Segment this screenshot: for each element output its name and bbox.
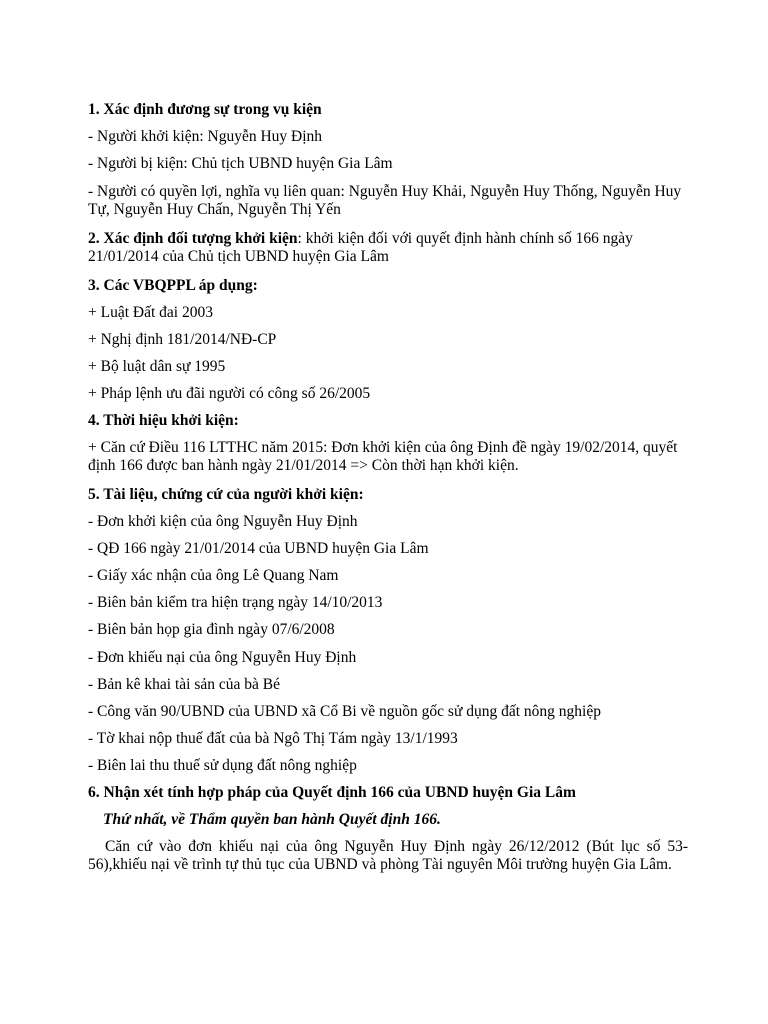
defendant-line: - Người bị kiện: Chủ tịch UBND huyện Gia Lâm: [88, 155, 393, 172]
related-parties-line: - Người có quyền lợi, nghĩa vụ liên quan: Nguyễn Huy Khải, Nguyễn Huy Thống, Nguyễn Huy Tự, Nguyễn Huy Chấn, Nguyễn Thị Yến: [88, 183, 682, 218]
evidence-item: - Đơn khiếu nại của ông Nguyễn Huy Định: [88, 649, 357, 666]
section-1-heading: 1. Xác định đương sự trong vụ kiện: [88, 101, 322, 118]
section-6-subheading: Thứ nhất, về Thẩm quyền ban hành Quyết định 166.: [103, 811, 441, 828]
evidence-item: - Tờ khai nộp thuế đất của bà Ngô Thị Tám ngày 13/1/1993: [88, 730, 458, 747]
law-item: + Nghị định 181/2014/NĐ-CP: [88, 331, 277, 348]
section-3-heading: 3. Các VBQPPL áp dụng:: [88, 277, 258, 294]
section-2-block: [88, 230, 688, 266]
section-4-text: + Căn cứ Điều 116 LTTHC năm 2015: Đơn khởi kiện của ông Định đề ngày 19/02/2014, quyết định 166 được ban hành ngày 21/01/2014 => Còn thời hạn khởi kiện.: [88, 439, 678, 474]
section-2-text: : khởi kiện đối với quyết định hành chính số 166 ngày 21/01/2014 của Chủ tịch UBND huyện Gia Lâm: [88, 230, 633, 265]
evidence-item: - Biên bản họp gia đình ngày 07/6/2008: [88, 621, 335, 638]
evidence-item: - QĐ 166 ngày 21/01/2014 của UBND huyện Gia Lâm: [88, 540, 429, 557]
evidence-item: - Bản kê khai tài sản của bà Bé: [88, 676, 280, 693]
section-2-heading: 2. Xác định đối tượng khởi kiện: [88, 230, 298, 247]
law-item: + Luật Đất đai 2003: [88, 304, 213, 321]
evidence-item: - Biên lai thu thuế sử dụng đất nông nghiệp: [88, 757, 357, 774]
section-6-paragraph: Căn cứ vào đơn khiếu nại của ông Nguyễn Huy Định ngày 26/12/2012 (Bút lục số 53-56),khiếu nại về trình tự thủ tục của UBND và phòng Tài nguyên Môi trường huyện Gia Lâm.: [88, 838, 688, 873]
law-item: + Pháp lệnh ưu đãi người có công số 26/2005: [88, 385, 371, 402]
section-5-heading: 5. Tài liệu, chứng cứ của người khởi kiện:: [88, 486, 364, 503]
section-6-heading: 6. Nhận xét tính hợp pháp của Quyết định 166 của UBND huyện Gia Lâm: [88, 784, 576, 801]
evidence-item: - Đơn khởi kiện của ông Nguyễn Huy Định: [88, 513, 358, 530]
evidence-item: - Giấy xác nhận của ông Lê Quang Nam: [88, 567, 339, 584]
plaintiff-line: - Người khởi kiện: Nguyễn Huy Định: [88, 128, 323, 145]
evidence-item: - Biên bản kiểm tra hiện trạng ngày 14/10/2013: [88, 594, 383, 611]
section-4-heading: 4. Thời hiệu khởi kiện:: [88, 412, 239, 429]
law-item: + Bộ luật dân sự 1995: [88, 358, 226, 375]
evidence-item: - Công văn 90/UBND của UBND xã Cổ Bi về nguồn gốc sử dụng đất nông nghiệp: [88, 703, 601, 720]
